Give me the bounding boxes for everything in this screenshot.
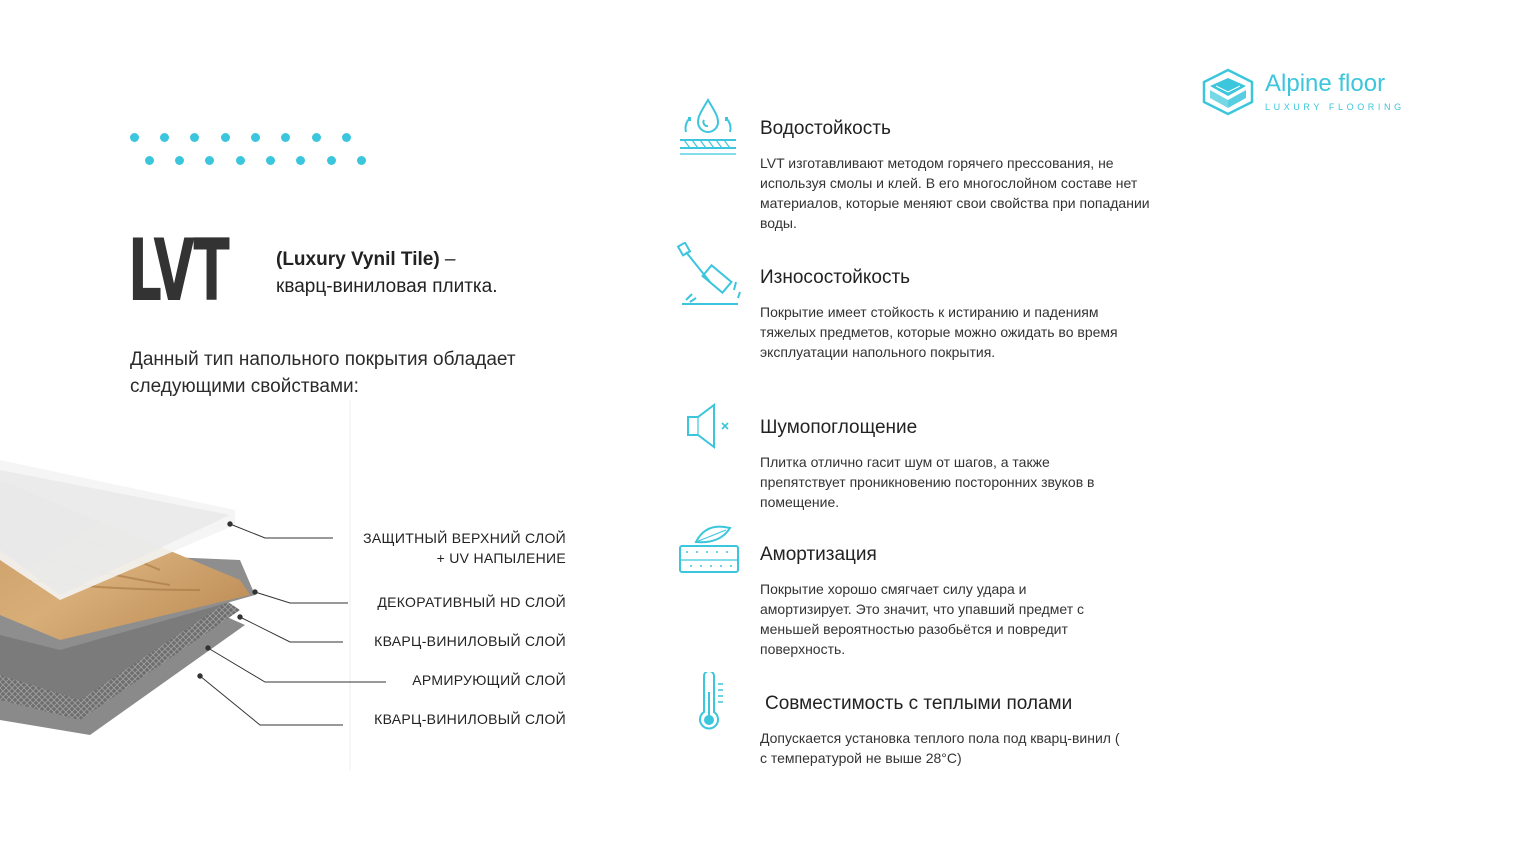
speaker-mute-icon [684,403,734,449]
feature-text-heating: Допускается установка теплого пола под кварц-винил ( с температурой не выше 28°C) [760,730,1120,766]
feature-text-water: LVT изготавливают методом горячего прессования, не используя смолы и клей. В его многослойном составе нет материалов, которые меняют свои свойства при попадании воды. [760,155,1150,231]
layer-label-quartz-2: КВАРЦ-ВИНИЛОВЫЙ СЛОЙ [374,711,566,727]
brand-tagline: LUXURY FLOORING [1265,102,1405,112]
lvt-subtitle-dash: – [439,249,456,270]
feather-mattress-icon [676,520,742,576]
feature-title-water: Водостойкость [760,118,891,139]
feature-text-cushion: Покрытие хорошо смягчает силу удара и амортизирует. Это значит, что упавший предмет с меньшей вероятностью разобьётся и повредит поверхность. [760,581,1085,657]
feature-title-cushion: Амортизация [760,544,877,565]
lvt-subtitle-rest: кварц-виниловая плитка. [276,276,498,297]
feature-title-wear: Износостойкость [760,267,911,288]
intro-description: Данный тип напольного покрытия обладает следующими свойствами: [130,349,516,397]
lvt-subtitle-bold: (Luxury Vynil Tile) [276,249,440,270]
brand-logo-icon [1202,68,1254,116]
page-title: LVT [128,221,229,321]
feature-text-noise: Плитка отлично гасит шум от шагов, а также препятствует проникновению посторонних звуков в помещение. [760,454,1095,510]
hammer-icon [676,242,742,306]
layer-label-quartz-1: КВАРЦ-ВИНИЛОВЫЙ СЛОЙ [374,633,566,649]
feature-title-noise: Шумопоглощение [760,417,918,438]
feature-title-heating: Совместимость с теплыми полами [765,693,1073,714]
brand-name: Alpine floor [1265,70,1386,97]
thermometer-icon [692,672,728,732]
layer-label-reinforcing: АРМИРУЮЩИЙ СЛОЙ [412,672,566,688]
layer-leader-lines [0,0,600,780]
layer-label-top: ЗАЩИТНЫЙ ВЕРХНИЙ СЛОЙ + UV НАПЫЛЕНИЕ [363,530,566,566]
feature-text-wear: Покрытие имеет стойкость к истиранию и падениям тяжелых предметов, которые можно ожидать во время эксплуатации напольного покрытия. [760,304,1118,360]
layer-label-decorative: ДЕКОРАТИВНЫЙ HD СЛОЙ [377,594,566,610]
water-drop-icon [676,96,740,158]
